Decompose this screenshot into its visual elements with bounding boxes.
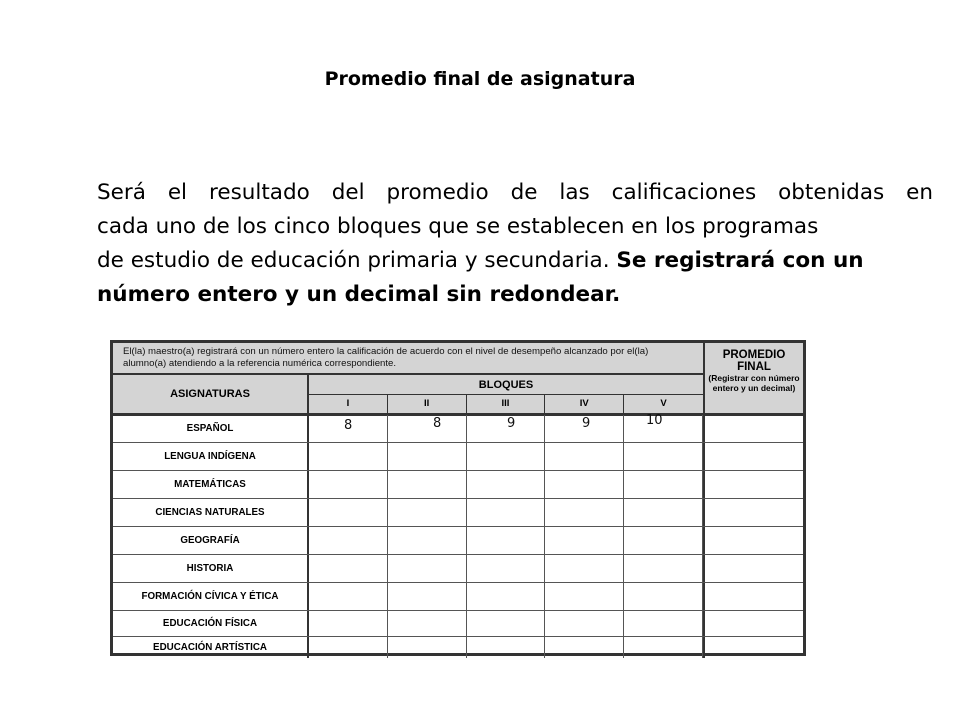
grade-cell-block-3[interactable]	[467, 527, 546, 554]
paragraph-line-1: Será el resultado del promedio de las calificaciones obtenidas en	[97, 180, 933, 205]
table-row	[113, 611, 803, 637]
block-label-2: II	[388, 395, 467, 413]
grade-cell-block-1[interactable]	[309, 499, 388, 526]
table-row	[113, 415, 803, 443]
grade-cell-block-3[interactable]	[467, 555, 546, 582]
table-row	[113, 499, 803, 527]
final-average-header-line2: FINAL	[737, 361, 771, 373]
description-paragraph	[97, 176, 933, 312]
block-label-4: IV	[545, 395, 624, 413]
grade-cell-block-5[interactable]	[624, 555, 703, 582]
grade-cell-block-5[interactable]	[624, 443, 703, 470]
grade-cell-block-3[interactable]	[467, 415, 546, 442]
table-row	[113, 583, 803, 611]
block-label-3: III	[467, 395, 546, 413]
final-average-cell[interactable]	[703, 415, 803, 442]
subject-name: LENGUA INDÍGENA	[113, 443, 309, 470]
grade-cell-block-2[interactable]	[388, 611, 467, 636]
subject-name: CIENCIAS NATURALES	[113, 499, 309, 526]
grade-cell-block-5[interactable]	[624, 637, 703, 658]
grade-cell-block-4[interactable]	[545, 611, 624, 636]
subject-name: ESPAÑOL	[113, 415, 309, 442]
grade-cell-block-2[interactable]	[388, 527, 467, 554]
espanol-grade-block-2: 8	[433, 416, 442, 431]
subject-name: MATEMÁTICAS	[113, 471, 309, 498]
subject-name: GEOGRAFÍA	[113, 527, 309, 554]
grade-cell-block-5[interactable]	[624, 527, 703, 554]
grade-cell-block-2[interactable]	[388, 637, 467, 658]
page-title: Promedio final de asignatura	[324, 68, 636, 90]
espanol-grade-block-4: 9	[582, 416, 591, 431]
grade-cell-block-2[interactable]	[388, 583, 467, 610]
table-row	[113, 555, 803, 583]
block-label-5: V	[624, 395, 703, 413]
table-row	[113, 637, 803, 658]
final-average-cell[interactable]	[703, 583, 803, 610]
grade-cell-block-1[interactable]	[309, 555, 388, 582]
grade-cell-block-2[interactable]	[388, 471, 467, 498]
grade-cell-block-5[interactable]	[624, 611, 703, 636]
final-average-cell[interactable]	[703, 499, 803, 526]
table-row	[113, 443, 803, 471]
grade-cell-block-3[interactable]	[467, 611, 546, 636]
paragraph-line-3	[97, 244, 933, 278]
grades-table-image	[110, 340, 806, 656]
grade-cell-block-4[interactable]	[545, 637, 624, 658]
grade-cell-block-1[interactable]	[309, 583, 388, 610]
paragraph-line-4	[97, 278, 933, 312]
subject-name: HISTORIA	[113, 555, 309, 582]
grade-cell-block-2[interactable]	[388, 499, 467, 526]
final-average-header	[703, 343, 803, 413]
paragraph-line-2: cada uno de los cinco bloques que se establecen en los programas	[97, 214, 819, 239]
final-average-cell[interactable]	[703, 555, 803, 582]
grade-cell-block-1[interactable]	[309, 637, 388, 658]
grade-cell-block-5[interactable]	[624, 471, 703, 498]
table-row	[113, 527, 803, 555]
block-label-1: I	[309, 395, 388, 413]
grade-cell-block-3[interactable]	[467, 443, 546, 470]
final-average-header-line1: PROMEDIO	[722, 349, 786, 361]
grade-cell-block-3[interactable]	[467, 637, 546, 658]
paragraph-line-3-bold: Se registrará con un	[616, 248, 864, 273]
grade-cell-block-1[interactable]	[309, 611, 388, 636]
grade-cell-block-3[interactable]	[467, 499, 546, 526]
paragraph-line-4-bold: número entero y un decimal sin redondear.	[97, 282, 621, 307]
blocks-header: BLOQUES	[309, 375, 703, 395]
grade-cell-block-5[interactable]	[624, 499, 703, 526]
final-average-cell[interactable]	[703, 527, 803, 554]
final-average-cell[interactable]	[703, 637, 803, 658]
grade-cell-block-5[interactable]	[624, 583, 703, 610]
grade-cell-block-2[interactable]	[388, 555, 467, 582]
grade-cell-block-5[interactable]	[624, 415, 703, 442]
grade-cell-block-4[interactable]	[545, 527, 624, 554]
grade-cell-block-4[interactable]	[545, 499, 624, 526]
grade-cell-block-1[interactable]	[309, 443, 388, 470]
subjects-header: ASIGNATURAS	[113, 375, 309, 413]
grade-cell-block-1[interactable]	[309, 471, 388, 498]
table-instruction: El(la) maestro(a) registrará con un número entero la calificación de acuerdo con el nivel de desempeño alcanzado por el(la) alumno(a) atendiendo a la referencia numérica correspondiente.	[113, 343, 703, 375]
paragraph-line-3-text: de estudio de educación primaria y secundaria.	[97, 248, 617, 273]
table-row	[113, 471, 803, 499]
final-average-header-note: (Registrar con número entero y un decimal)	[708, 373, 800, 393]
grade-cell-block-4[interactable]	[545, 555, 624, 582]
subject-name: EDUCACIÓN FÍSICA	[113, 611, 309, 636]
final-average-cell[interactable]	[703, 443, 803, 470]
grade-cell-block-3[interactable]	[467, 583, 546, 610]
espanol-grade-block-5: 10	[646, 413, 663, 428]
final-average-cell[interactable]	[703, 471, 803, 498]
final-average-cell[interactable]	[703, 611, 803, 636]
subject-name: EDUCACIÓN ARTÍSTICA	[113, 637, 309, 658]
grade-cell-block-4[interactable]	[545, 583, 624, 610]
grade-cell-block-3[interactable]	[467, 471, 546, 498]
subject-name: FORMACIÓN CÍVICA Y ÉTICA	[113, 583, 309, 610]
grade-cell-block-4[interactable]	[545, 471, 624, 498]
espanol-grade-block-1: 8	[344, 418, 353, 433]
grade-cell-block-2[interactable]	[388, 415, 467, 442]
grade-cell-block-4[interactable]	[545, 443, 624, 470]
espanol-grade-block-3: 9	[507, 416, 516, 431]
grade-cell-block-1[interactable]	[309, 527, 388, 554]
grade-cell-block-2[interactable]	[388, 443, 467, 470]
